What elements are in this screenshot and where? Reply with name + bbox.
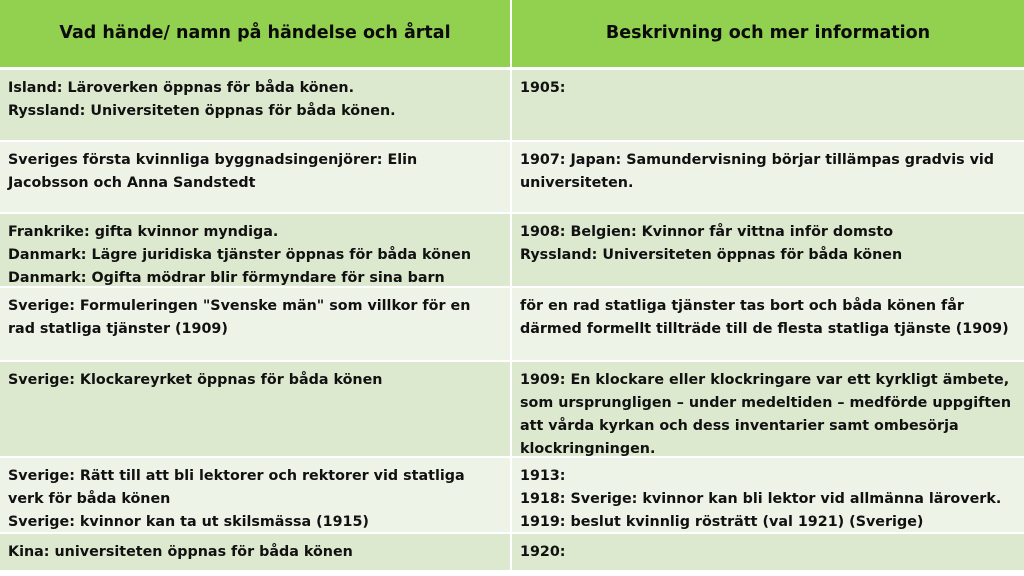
table-cell-description: för en rad statliga tjänster tas bort och båda könen får därmed formellt tillträde till de flesta statliga tjänste (1909) (512, 288, 1024, 362)
table-cell-event: Sverige: Rätt till att bli lektorer och rektorer vid statliga verk för båda könen Sverige: kvinnor kan ta ut skilsmässa (1915) (0, 458, 512, 534)
table-cell-description: 1908: Belgien: Kvinnor får vittna inför domsto Ryssland: Universiteten öppnas för båda könen (512, 214, 1024, 288)
table-cell-description: 1913: 1918: Sverige: kvinnor kan bli lektor vid allmänna läroverk. 1919: beslut kvinnlig rösträtt (val 1921) (Sverige) (512, 458, 1024, 534)
table-cell-event: Sverige: Klockareyrket öppnas för båda könen (0, 362, 512, 458)
table-cell-event: Island: Läroverken öppnas för båda könen. Ryssland: Universiteten öppnas för båda könen. (0, 70, 512, 142)
header-event-column: Vad hände/ namn på händelse och årtal (0, 0, 512, 70)
header-description-column: Beskrivning och mer information (512, 0, 1024, 70)
table-cell-event: Sveriges första kvinnliga byggnadsingenjörer: Elin Jacobsson och Anna Sandstedt (0, 142, 512, 214)
table-cell-event: Kina: universiteten öppnas för båda könen (0, 534, 512, 572)
table-cell-description: 1909: En klockare eller klockringare var ett kyrkligt ämbete, som ursprungligen – under medeltiden – medförde uppgiften att vårda kyrkan och dess inventarier samt ombesörja klockringningen. (512, 362, 1024, 458)
table-cell-event: Frankrike: gifta kvinnor myndiga. Danmark: Lägre juridiska tjänster öppnas för båda könen Danmark: Ogifta mödrar blir förmyndare för sina barn (0, 214, 512, 288)
table-cell-description: 1905: (512, 70, 1024, 142)
table-cell-event: Sverige: Formuleringen "Svenske män" som villkor för en rad statliga tjänster (1909) (0, 288, 512, 362)
table-cell-description: 1920: (512, 534, 1024, 572)
table-cell-description: 1907: Japan: Samundervisning börjar tillämpas gradvis vid universiteten. (512, 142, 1024, 214)
